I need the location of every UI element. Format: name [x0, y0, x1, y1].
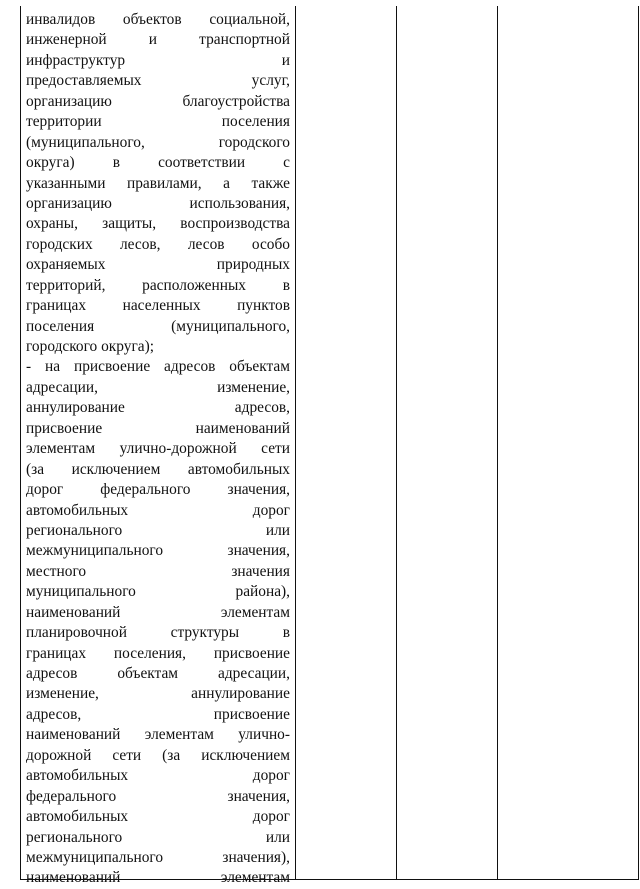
text-line: межмуниципального значения,	[26, 542, 290, 560]
text-line: городских лесов, лесов особо	[26, 235, 290, 253]
text-line: территории поселения	[26, 113, 290, 131]
text-line: муниципального района),	[26, 583, 290, 601]
text-line: наименований элементам	[26, 869, 290, 887]
column-divider	[396, 6, 397, 879]
text-line: регионального или	[26, 521, 290, 539]
text-line: адресов объектам адресации,	[26, 665, 290, 682]
text-line: территорий, расположенных в	[26, 276, 290, 294]
text-line: автомобильных дорог	[26, 767, 290, 785]
text-line: предоставляемых услуг,	[26, 72, 290, 90]
text-line: межмуниципального значения),	[26, 848, 290, 866]
text-line: - на присвоение адресов объектам	[26, 358, 290, 376]
text-line: наименований элементам улично-	[26, 726, 290, 744]
text-line: аннулирование адресов,	[26, 399, 290, 417]
text-line: присвоение наименований	[26, 419, 290, 437]
text-line: городского округа);	[26, 338, 155, 355]
text-line: (муниципального, городского	[26, 133, 290, 151]
text-line: границах поселения, присвоение	[26, 644, 290, 662]
text-line: инженерной и транспортной	[26, 31, 290, 49]
text-line: регионального или	[26, 828, 290, 846]
text-line: указанными правилами, а также	[26, 174, 290, 192]
text-line: границах населенных пунктов	[26, 297, 290, 315]
text-line: изменение, аннулирование	[26, 685, 290, 703]
text-line: охраняемых природных	[26, 256, 290, 274]
text-line: автомобильных дорог	[26, 501, 290, 519]
text-line: организацию благоустройства	[26, 92, 290, 110]
text-line: инфраструктур и	[26, 51, 290, 69]
text-line: инвалидов объектов социальной,	[26, 11, 290, 28]
text-line: наименований элементам	[26, 603, 290, 621]
text-line: охраны, защиты, воспроизводства	[26, 215, 290, 233]
text-line: дорог федерального значения,	[26, 481, 290, 499]
text-line: поселения (муниципального,	[26, 317, 290, 335]
table-cell-text	[26, 10, 290, 889]
document-table	[20, 6, 639, 887]
text-line: федерального значения,	[26, 787, 290, 805]
text-line: элементам улично-дорожной сети	[26, 440, 290, 458]
column-divider	[497, 6, 498, 879]
text-line: адресов, присвоение	[26, 705, 290, 723]
text-line: округа) в соответствии с	[26, 154, 290, 172]
text-line: местного значения	[26, 562, 290, 580]
text-line: адресации, изменение,	[26, 378, 290, 396]
text-line: организацию использования,	[26, 194, 290, 212]
text-line: дорожной сети (за исключением	[26, 746, 290, 764]
column-divider	[295, 6, 296, 879]
text-line: (за исключением автомобильных	[26, 460, 290, 478]
text-line: планировочной структуры в	[26, 624, 290, 642]
text-line: автомобильных дорог	[26, 808, 290, 826]
